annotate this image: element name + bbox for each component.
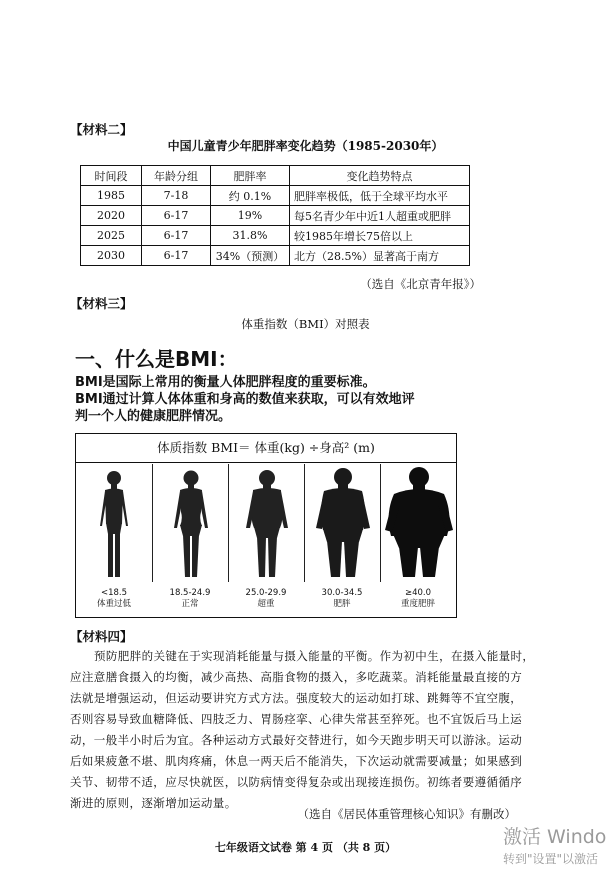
paragraph-line: 渐进的原则，逐渐增加运动量。 — [70, 796, 237, 810]
paragraph-line: 预防肥胖的关键在于实现消耗能量与摄入能量的平衡。作为初中生，在摄入能量时， — [94, 649, 535, 663]
paragraph-line: 否则容易导致血糖降低、四肢乏力、胃肠痉挛、心律失常甚至猝死。也不宜饭后马上运 — [70, 712, 523, 726]
bmi-category — [307, 588, 377, 610]
body-panel-obese — [304, 464, 381, 582]
body-panel-underweight — [76, 464, 152, 582]
col-header: 年龄分组 — [142, 166, 211, 186]
normal-body-figure — [153, 464, 229, 582]
bmi-category — [383, 588, 453, 610]
bmi-intro-line: BMI是国际上常用的衡量人体肥胖程度的重要标准。 — [75, 375, 376, 390]
cell-age: 6-17 — [142, 226, 211, 246]
paragraph-line: 应注意膳食摄入的均衡，减少高热、高脂食物的摄入，多吃蔬菜。消耗能量最直接的方 — [70, 670, 523, 684]
bmi-range: 18.5-24.9 — [169, 588, 211, 598]
bmi-formula: 体质指数 BMI＝ 体重(kg) ÷身高² (m) — [76, 434, 456, 463]
material4-header: 【材料四】 — [70, 629, 133, 644]
bmi-figure — [75, 433, 457, 618]
material4-source: （选自《居民体重管理核心知识》有删改） — [297, 807, 516, 821]
bmi-range: 30.0-34.5 — [321, 588, 363, 598]
material2-title: 中国儿童青少年肥胖率变化趋势（1985-2030年） — [167, 139, 444, 153]
bmi-intro — [75, 374, 475, 425]
cell-rate: 约 0.1% — [211, 186, 290, 206]
table-row — [81, 186, 470, 206]
cell-trend: 较1985年增长75倍以上 — [290, 226, 470, 246]
material3-header: 【材料三】 — [70, 296, 133, 311]
cell-rate: 31.8% — [211, 226, 290, 246]
bmi-range: 25.0-29.9 — [245, 588, 287, 598]
body-panel-normal — [152, 464, 229, 582]
paragraph-line: 后如果疲惫不堪、肌肉疼痛，休息一两天后不能消失，下次运动就需要减量；如果感到 — [70, 754, 523, 768]
cell-trend: 每5名青少年中近1人超重或肥胖 — [290, 206, 470, 226]
page-footer: 七年级语文试卷 第 4 页 （共 8 页） — [214, 841, 397, 854]
obese-body-figure — [305, 464, 381, 582]
table-row — [81, 206, 470, 226]
cell-age: 6-17 — [142, 206, 211, 226]
cell-rate: 19% — [211, 206, 290, 226]
activation-watermark-hint: 转到"设置"以激活 — [503, 852, 599, 866]
overweight-body-figure — [229, 464, 305, 582]
bmi-label: 正常 — [181, 599, 199, 609]
bmi-label: 重度肥胖 — [400, 599, 435, 609]
table-row — [81, 246, 470, 266]
bmi-label: 体重过低 — [96, 599, 131, 609]
material3-title: 体重指数（BMI）对照表 — [241, 317, 370, 331]
cell-trend: 肥胖率极低，低于全球平均水平 — [290, 186, 470, 206]
cell-trend: 北方（28.5%）显著高于南方 — [290, 246, 470, 266]
col-header: 变化趋势特点 — [290, 166, 470, 186]
bmi-range: <18.5 — [100, 588, 128, 598]
cell-age: 7-18 — [142, 186, 211, 206]
bmi-heading: 一、什么是BMI： — [75, 347, 238, 371]
underweight-body-figure — [76, 464, 152, 582]
cell-year: 2025 — [81, 226, 142, 246]
bmi-category-labels — [76, 586, 456, 616]
material2-source: （选自《北京青年报》） — [360, 277, 481, 291]
bmi-category — [79, 588, 149, 610]
cell-rate: 34%（预测） — [211, 246, 290, 266]
cell-year: 2030 — [81, 246, 142, 266]
obesity-trend-table — [80, 165, 470, 266]
body-silhouettes — [76, 464, 456, 586]
body-panel-severe-obese — [380, 464, 457, 582]
cell-year: 2020 — [81, 206, 142, 226]
bmi-category — [231, 588, 301, 610]
material2-header: 【材料二】 — [70, 122, 133, 137]
bmi-range: ≥40.0 — [404, 588, 432, 598]
severe-obese-body-figure — [381, 464, 457, 582]
bmi-category — [155, 588, 225, 610]
paragraph-line: 关节、韧带不适，应尽快就医，以防病情变得复杂或出现接连损伤。初练者要遵循循序 — [70, 775, 523, 789]
table-row — [81, 226, 470, 246]
bmi-intro-line: BMI通过计算人体体重和身高的数值来获取，可以有效地评 — [75, 392, 415, 407]
col-header: 时间段 — [81, 166, 142, 186]
body-panel-overweight — [228, 464, 305, 582]
paragraph-line: 动，一般半小时后为宜。各种运动方式最好交替进行，如今天跑步明天可以游泳。运动 — [70, 733, 523, 747]
cell-year: 1985 — [81, 186, 142, 206]
cell-age: 6-17 — [142, 246, 211, 266]
activation-watermark-title: 激活 Windo — [503, 826, 607, 848]
col-header: 肥胖率 — [211, 166, 290, 186]
paragraph-line: 法就是增强运动，但运动要讲究方式方法。强度较大的运动如打球、跳舞等不宜空腹， — [70, 691, 523, 705]
bmi-label: 肥胖 — [333, 599, 351, 609]
material4-paragraph — [70, 646, 542, 814]
bmi-intro-line: 判一个人的健康肥胖情况。 — [75, 409, 232, 424]
bmi-label: 超重 — [257, 599, 275, 609]
table-header-row — [81, 166, 470, 186]
